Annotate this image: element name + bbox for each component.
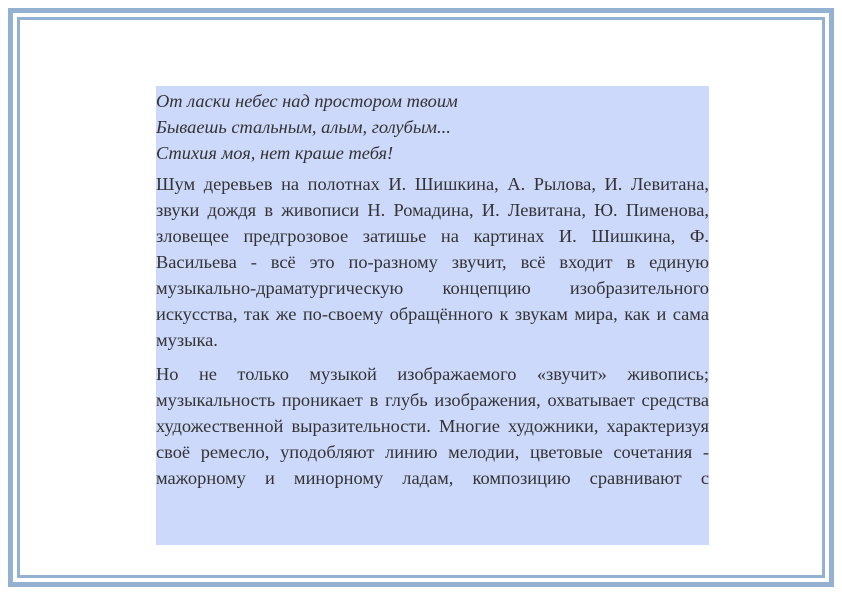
verse-line-3: Стихия моя, нет краше тебя!	[156, 143, 394, 163]
verse-line-2: Бываешь стальным, алым, голубым...	[156, 117, 451, 137]
paragraph-2: Но не только музыкой изображаемого «звучит» живопись; музыкальность проникает в глубь изображения, охватывает средства художественной выразительности. Многие художники, характеризуя своё ремесло, уподобляют линию мелодии, цветовые сочетания - мажорному и минорному ладам, композицию сравнивают с	[156, 364, 709, 488]
text-box	[156, 86, 709, 545]
paragraph-1: Шум деревьев на полотнах И. Шишкина, А. Рылова, И. Левитана, звуки дождя в живописи Н. Ромадина, И. Левитана, Ю. Пименова, зловещее предгрозовое затишье на картинах И. Шишкина, Ф. Васильева - всё это по-разному звучит, всё входит в единую музыкально-драматургическую концепцию изобразительного искусства, так же по-своему обращённого к звукам мира, как и сама музыка.	[156, 174, 709, 350]
verse-line-1: От ласки небес над простором твоим	[156, 91, 458, 111]
poem-verse	[156, 86, 709, 166]
